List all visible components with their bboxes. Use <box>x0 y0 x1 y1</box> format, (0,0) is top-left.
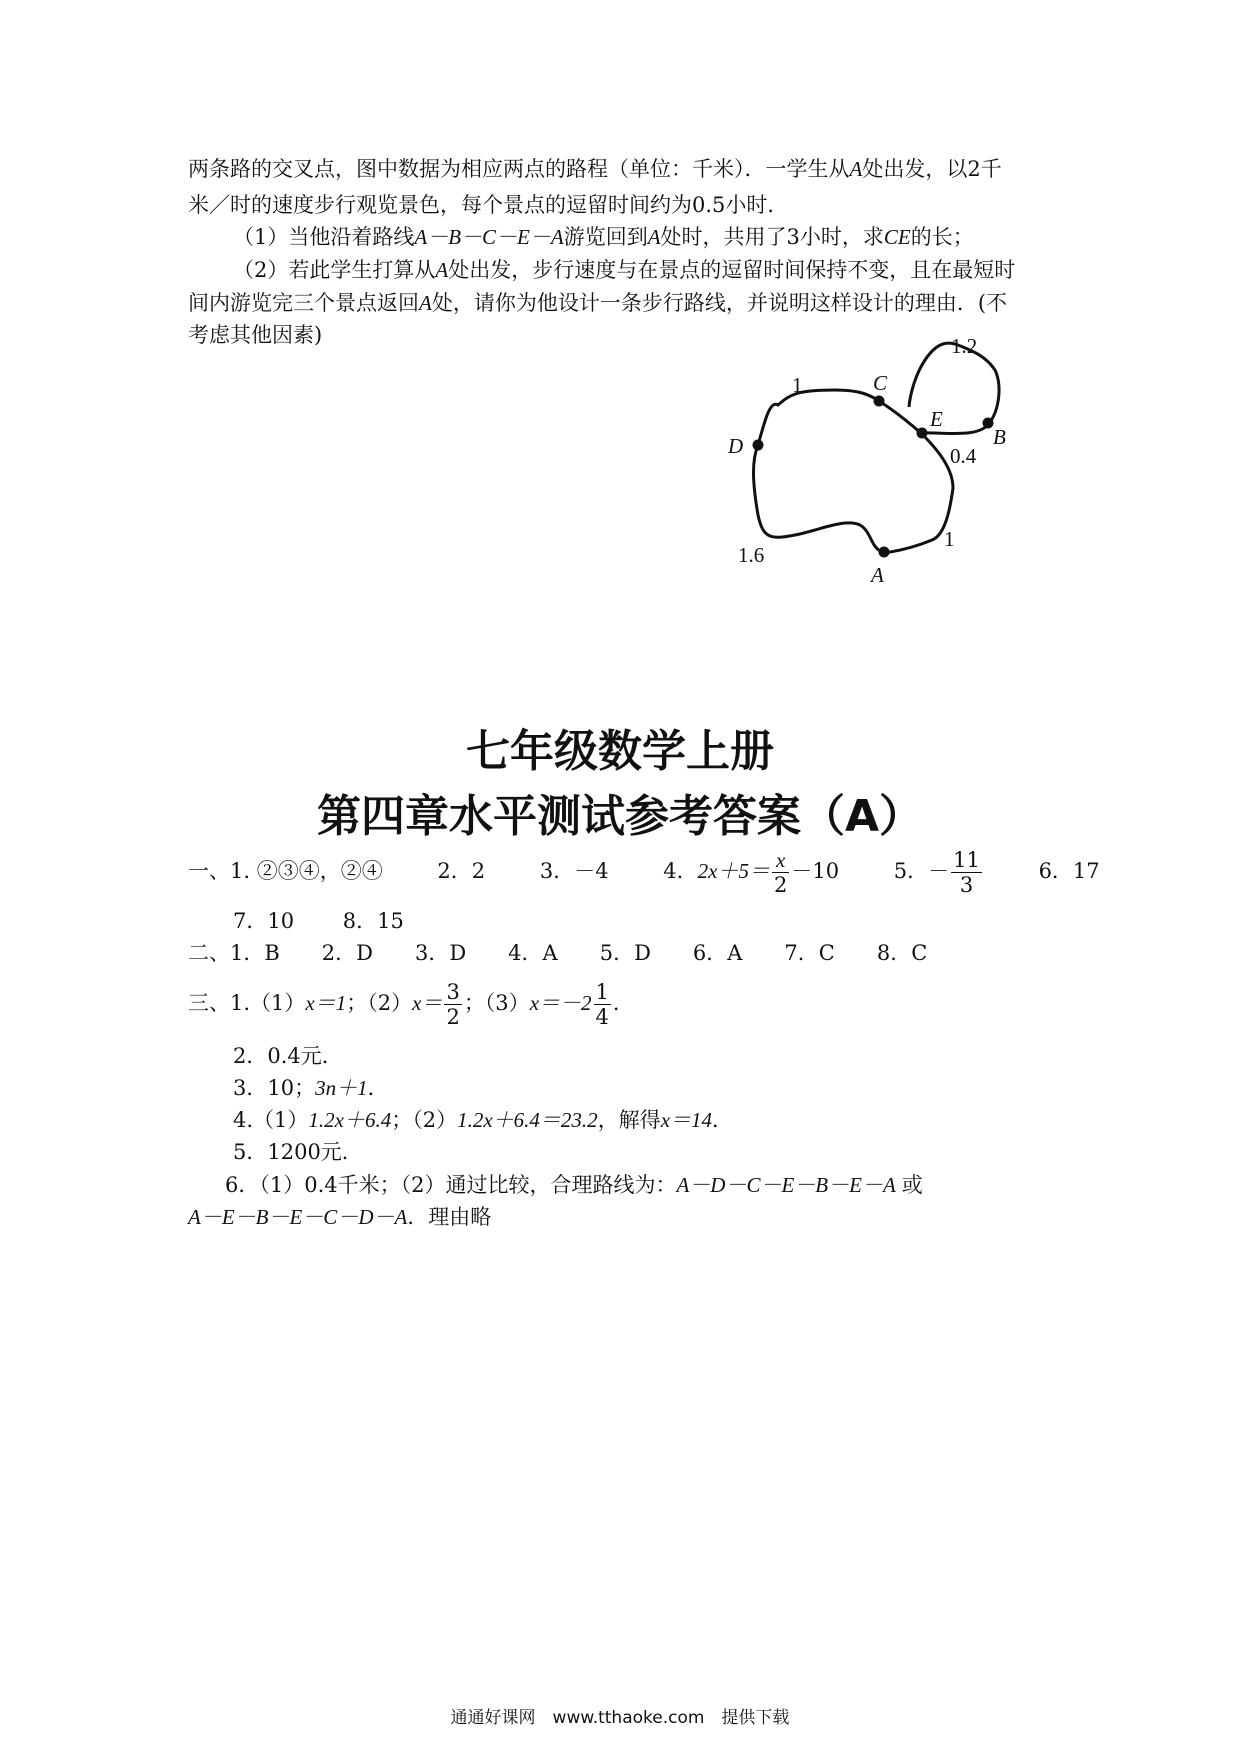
problem-text: 两条路的交叉点，图中数据为相应两点的路程（单位：千米）．一学生从 <box>188 157 850 181</box>
edge-label-loop: 1.2 <box>951 334 978 358</box>
answer-8: 8．15 <box>342 909 404 933</box>
answer-4a: 1.2x＋6.4 <box>308 1108 392 1132</box>
period: ． <box>712 1108 734 1132</box>
problem-text: 米／时的速度步行观览景色，每个景点的逗留时间约为0.5小时． <box>188 193 789 217</box>
var-a: A <box>435 258 449 282</box>
fraction-numerator: 1 <box>595 980 609 1004</box>
section-3-answer-4 <box>233 1104 733 1134</box>
problem-line-2 <box>188 188 1060 222</box>
section-1-line-1 <box>188 848 1100 897</box>
route-diagram <box>700 330 1030 600</box>
point-a-marker <box>879 547 890 558</box>
answer-6-or: 或 <box>901 1173 923 1197</box>
section-3-answer-5: 5．1200元． <box>233 1140 363 1164</box>
var-a: A <box>647 225 661 249</box>
edge-label-da: 1.6 <box>738 543 765 567</box>
section-2: 二、1．B 2．D 3．D 4．A 5．D 6．A 7．C 8．C <box>188 941 928 965</box>
point-e-label: E <box>930 407 943 431</box>
edge-label-ba: 1 <box>944 527 955 551</box>
fraction-denominator: 2 <box>446 1005 460 1029</box>
problem-text: 处出发，以2千 <box>862 157 1002 181</box>
answer-3: 3．－4 <box>539 859 609 883</box>
point-b-label: B <box>993 425 1006 449</box>
period: ． <box>367 1076 389 1100</box>
main-route-curve <box>754 390 954 553</box>
point-c-label: C <box>873 371 888 395</box>
point-d-label: D <box>728 434 744 458</box>
answer-4c: x＝14 <box>660 1108 713 1132</box>
answer-5-fraction <box>951 848 982 897</box>
answer-6-end: ．理由略 <box>407 1205 492 1229</box>
section-3-answer-1 <box>188 980 634 1029</box>
route-2: A－E－B－E－C－D－A <box>188 1205 408 1229</box>
answer-4-tail: －10 <box>791 859 840 883</box>
var-a: A <box>849 157 863 181</box>
q1-text: 的长； <box>910 225 974 249</box>
page-footer: 通通好课网 www.tthaoke.com 提供下载 <box>450 1708 790 1728</box>
question-2 <box>233 253 1105 287</box>
answer-title-2: 第四章水平测试参考答案（A） <box>316 791 924 842</box>
answer-1b: x＝ <box>412 991 443 1015</box>
fraction-denominator: 2 <box>773 873 788 897</box>
answer-1a: x＝1 <box>305 991 347 1015</box>
point-d-marker <box>753 440 764 451</box>
fraction-numerator: x <box>772 848 789 873</box>
q2-text: （2）若此学生打算从 <box>233 258 436 282</box>
q2-text: 处，请你为他设计一条步行路线，并说明这样设计的理由．(不 <box>431 291 1008 315</box>
q2-text: 处出发，步行速度与在景点的逗留时间保持不变，且在最短时 <box>448 258 1016 282</box>
separator: ；（2） <box>346 991 413 1015</box>
answer-1b-fraction <box>444 980 461 1029</box>
separator: ；（2） <box>391 1108 458 1132</box>
section-label: 一、1. <box>188 859 251 883</box>
q2-text: 考虑其他因素) <box>188 323 323 347</box>
q1-route: A－B－C－E－A <box>414 225 564 249</box>
question-1 <box>233 220 1105 254</box>
answer-label: 3．10； <box>233 1076 316 1100</box>
var-a: A <box>419 291 432 315</box>
answer-4-expr: 2x＋5＝ <box>697 859 770 883</box>
answer-7: 7．10 <box>233 909 295 933</box>
answer-1c-fraction <box>594 980 611 1029</box>
point-c-marker <box>874 396 885 407</box>
answer-1c: x＝－2 <box>529 991 592 1015</box>
point-e-marker <box>917 428 928 439</box>
answer-4-label: 4． <box>663 859 698 883</box>
problem-line-1 <box>188 152 1060 186</box>
section-3-answer-6-line-2 <box>188 1201 491 1231</box>
separator: ，解得 <box>597 1108 661 1132</box>
answer-6-text: 6．（1）0.4千米；（2）通过比较，合理路线为： <box>225 1173 677 1197</box>
fraction-denominator: 4 <box>595 1005 609 1029</box>
answer-5-label: 5．－ <box>893 859 950 883</box>
section-3-answer-6 <box>225 1169 923 1199</box>
var-ce: CE <box>883 225 911 249</box>
q1-text: 游览回到 <box>563 225 648 249</box>
fraction-denominator: 3 <box>959 873 974 897</box>
q1-text: 处时，共用了3小时，求 <box>660 225 884 249</box>
answer-2: 2．2 <box>437 859 486 883</box>
point-b-marker <box>983 418 994 429</box>
edge-label-ea: 0.4 <box>950 444 977 468</box>
point-a-label: A <box>871 563 884 587</box>
section-1-line-2 <box>233 905 404 935</box>
answer-4b: 1.2x＋6.4＝23.2 <box>457 1108 598 1132</box>
answer-6: 6．17 <box>1038 859 1100 883</box>
separator: ；（3） <box>463 991 530 1015</box>
answer-3-expr: 3n＋1 <box>315 1076 368 1100</box>
q1-text: （1）当他沿着路线 <box>233 225 415 249</box>
question-2-line-2 <box>188 286 1060 320</box>
answer-1: ②③④，②④ <box>256 859 383 883</box>
section-3-answer-2: 2．0.4元． <box>233 1044 343 1068</box>
route-1: A－D－C－E－B－E－A <box>676 1173 896 1197</box>
fraction-numerator: 3 <box>446 980 460 1004</box>
answer-title-1: 七年级数学上册 <box>466 726 774 777</box>
edge-label-dc: 1 <box>792 373 803 397</box>
answer-label: 4.（1） <box>233 1108 309 1132</box>
period: ． <box>612 991 634 1015</box>
q2-text: 间内游览完三个景点返回 <box>188 291 419 315</box>
fraction-numerator: 11 <box>953 848 980 872</box>
section-label: 三、1.（1） <box>188 991 306 1015</box>
section-3-answer-3 <box>233 1072 389 1102</box>
answer-4-fraction <box>772 848 789 897</box>
